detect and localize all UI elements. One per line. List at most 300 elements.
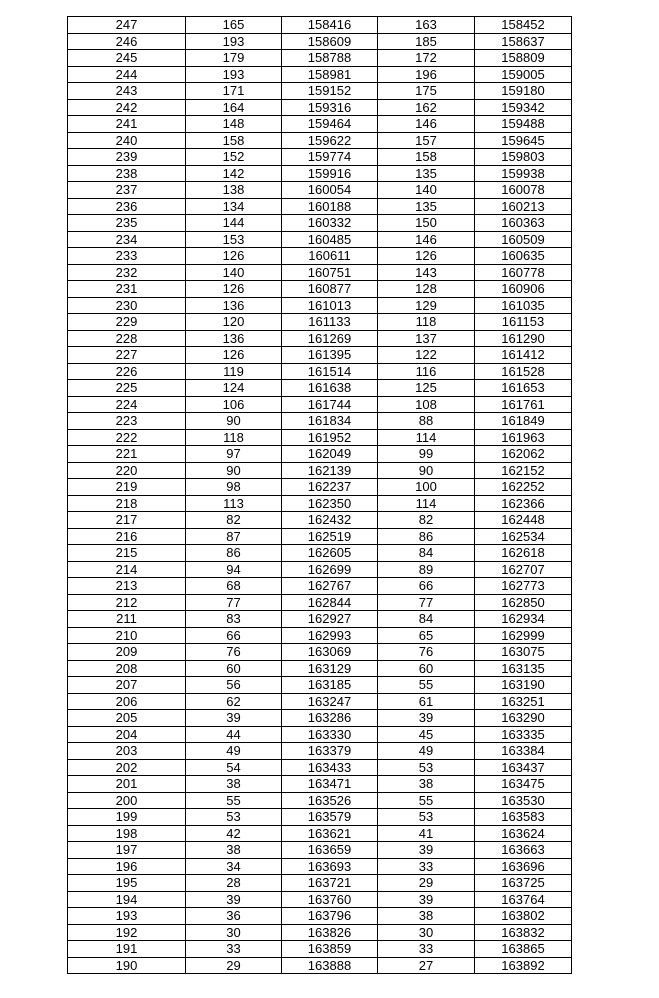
cumulative-b-cell: 161290 xyxy=(475,330,572,347)
count-a-cell: 164 xyxy=(186,99,282,116)
score-cell: 216 xyxy=(68,528,186,545)
cumulative-b-cell: 163335 xyxy=(475,726,572,743)
cumulative-a-cell: 163129 xyxy=(282,660,378,677)
cumulative-b-cell: 162934 xyxy=(475,611,572,628)
score-cell: 195 xyxy=(68,875,186,892)
table-row xyxy=(68,33,572,50)
count-a-cell: 98 xyxy=(186,479,282,496)
cumulative-a-cell: 161638 xyxy=(282,380,378,397)
cumulative-a-cell: 158788 xyxy=(282,50,378,67)
table-row xyxy=(68,132,572,149)
score-cell: 210 xyxy=(68,627,186,644)
cumulative-a-cell: 161952 xyxy=(282,429,378,446)
count-b-cell: 60 xyxy=(378,660,475,677)
score-cell: 226 xyxy=(68,363,186,380)
cumulative-b-cell: 163075 xyxy=(475,644,572,661)
count-a-cell: 77 xyxy=(186,594,282,611)
cumulative-a-cell: 162844 xyxy=(282,594,378,611)
table-row xyxy=(68,231,572,248)
count-a-cell: 82 xyxy=(186,512,282,529)
score-cell: 194 xyxy=(68,891,186,908)
cumulative-a-cell: 161744 xyxy=(282,396,378,413)
count-b-cell: 84 xyxy=(378,611,475,628)
count-a-cell: 134 xyxy=(186,198,282,215)
cumulative-b-cell: 161412 xyxy=(475,347,572,364)
cumulative-b-cell: 162773 xyxy=(475,578,572,595)
count-b-cell: 33 xyxy=(378,858,475,875)
cumulative-b-cell: 160213 xyxy=(475,198,572,215)
score-table xyxy=(67,16,572,974)
table-row xyxy=(68,396,572,413)
table-row xyxy=(68,776,572,793)
count-b-cell: 129 xyxy=(378,297,475,314)
cumulative-b-cell: 163135 xyxy=(475,660,572,677)
count-b-cell: 53 xyxy=(378,809,475,826)
cumulative-b-cell: 163251 xyxy=(475,693,572,710)
count-b-cell: 126 xyxy=(378,248,475,265)
cumulative-a-cell: 162605 xyxy=(282,545,378,562)
count-a-cell: 76 xyxy=(186,644,282,661)
cumulative-a-cell: 162049 xyxy=(282,446,378,463)
cumulative-b-cell: 161653 xyxy=(475,380,572,397)
cumulative-b-cell: 160509 xyxy=(475,231,572,248)
cumulative-a-cell: 160877 xyxy=(282,281,378,298)
cumulative-b-cell: 158637 xyxy=(475,33,572,50)
count-a-cell: 126 xyxy=(186,281,282,298)
cumulative-b-cell: 159938 xyxy=(475,165,572,182)
count-b-cell: 29 xyxy=(378,875,475,892)
score-cell: 204 xyxy=(68,726,186,743)
cumulative-b-cell: 162850 xyxy=(475,594,572,611)
count-a-cell: 42 xyxy=(186,825,282,842)
count-b-cell: 65 xyxy=(378,627,475,644)
score-cell: 222 xyxy=(68,429,186,446)
cumulative-a-cell: 159152 xyxy=(282,83,378,100)
cumulative-b-cell: 163437 xyxy=(475,759,572,776)
cumulative-b-cell: 159803 xyxy=(475,149,572,166)
count-b-cell: 39 xyxy=(378,842,475,859)
count-a-cell: 30 xyxy=(186,924,282,941)
count-b-cell: 55 xyxy=(378,677,475,694)
count-a-cell: 55 xyxy=(186,792,282,809)
cumulative-a-cell: 163859 xyxy=(282,941,378,958)
cumulative-a-cell: 161269 xyxy=(282,330,378,347)
score-table-body xyxy=(68,17,572,974)
cumulative-b-cell: 161849 xyxy=(475,413,572,430)
count-a-cell: 62 xyxy=(186,693,282,710)
count-a-cell: 83 xyxy=(186,611,282,628)
cumulative-a-cell: 160485 xyxy=(282,231,378,248)
score-cell: 198 xyxy=(68,825,186,842)
cumulative-b-cell: 162252 xyxy=(475,479,572,496)
table-row xyxy=(68,792,572,809)
table-row xyxy=(68,281,572,298)
score-cell: 233 xyxy=(68,248,186,265)
count-a-cell: 113 xyxy=(186,495,282,512)
count-b-cell: 77 xyxy=(378,594,475,611)
table-row xyxy=(68,677,572,694)
count-a-cell: 120 xyxy=(186,314,282,331)
score-cell: 221 xyxy=(68,446,186,463)
score-cell: 209 xyxy=(68,644,186,661)
cumulative-b-cell: 162366 xyxy=(475,495,572,512)
count-b-cell: 90 xyxy=(378,462,475,479)
count-b-cell: 185 xyxy=(378,33,475,50)
score-cell: 212 xyxy=(68,594,186,611)
score-cell: 203 xyxy=(68,743,186,760)
table-row xyxy=(68,330,572,347)
cumulative-b-cell: 160906 xyxy=(475,281,572,298)
count-a-cell: 136 xyxy=(186,297,282,314)
count-a-cell: 193 xyxy=(186,66,282,83)
cumulative-a-cell: 158416 xyxy=(282,17,378,34)
cumulative-a-cell: 161395 xyxy=(282,347,378,364)
count-b-cell: 116 xyxy=(378,363,475,380)
count-a-cell: 140 xyxy=(186,264,282,281)
cumulative-a-cell: 158609 xyxy=(282,33,378,50)
score-cell: 215 xyxy=(68,545,186,562)
cumulative-a-cell: 160054 xyxy=(282,182,378,199)
cumulative-b-cell: 161963 xyxy=(475,429,572,446)
cumulative-b-cell: 160363 xyxy=(475,215,572,232)
count-b-cell: 122 xyxy=(378,347,475,364)
score-cell: 231 xyxy=(68,281,186,298)
count-b-cell: 61 xyxy=(378,693,475,710)
table-row xyxy=(68,446,572,463)
count-a-cell: 90 xyxy=(186,413,282,430)
cumulative-b-cell: 162618 xyxy=(475,545,572,562)
table-row xyxy=(68,182,572,199)
cumulative-b-cell: 163624 xyxy=(475,825,572,842)
cumulative-a-cell: 162699 xyxy=(282,561,378,578)
count-a-cell: 94 xyxy=(186,561,282,578)
table-row xyxy=(68,116,572,133)
table-row xyxy=(68,611,572,628)
table-row xyxy=(68,198,572,215)
cumulative-a-cell: 160188 xyxy=(282,198,378,215)
cumulative-b-cell: 158809 xyxy=(475,50,572,67)
cumulative-b-cell: 163583 xyxy=(475,809,572,826)
table-row xyxy=(68,710,572,727)
table-row xyxy=(68,594,572,611)
cumulative-a-cell: 163826 xyxy=(282,924,378,941)
count-a-cell: 106 xyxy=(186,396,282,413)
count-b-cell: 140 xyxy=(378,182,475,199)
count-b-cell: 163 xyxy=(378,17,475,34)
cumulative-a-cell: 163526 xyxy=(282,792,378,809)
count-a-cell: 34 xyxy=(186,858,282,875)
count-a-cell: 179 xyxy=(186,50,282,67)
score-cell: 213 xyxy=(68,578,186,595)
cumulative-b-cell: 163530 xyxy=(475,792,572,809)
cumulative-b-cell: 163290 xyxy=(475,710,572,727)
table-row xyxy=(68,165,572,182)
cumulative-a-cell: 163247 xyxy=(282,693,378,710)
count-b-cell: 86 xyxy=(378,528,475,545)
cumulative-a-cell: 163579 xyxy=(282,809,378,826)
count-b-cell: 33 xyxy=(378,941,475,958)
score-cell: 236 xyxy=(68,198,186,215)
cumulative-a-cell: 163621 xyxy=(282,825,378,842)
cumulative-b-cell: 163696 xyxy=(475,858,572,875)
count-b-cell: 53 xyxy=(378,759,475,776)
table-row xyxy=(68,413,572,430)
count-b-cell: 89 xyxy=(378,561,475,578)
cumulative-a-cell: 159316 xyxy=(282,99,378,116)
count-b-cell: 150 xyxy=(378,215,475,232)
cumulative-a-cell: 163379 xyxy=(282,743,378,760)
cumulative-a-cell: 163330 xyxy=(282,726,378,743)
count-b-cell: 55 xyxy=(378,792,475,809)
table-row xyxy=(68,743,572,760)
count-b-cell: 114 xyxy=(378,495,475,512)
count-a-cell: 90 xyxy=(186,462,282,479)
count-b-cell: 135 xyxy=(378,165,475,182)
table-row xyxy=(68,462,572,479)
count-a-cell: 53 xyxy=(186,809,282,826)
table-row xyxy=(68,528,572,545)
count-a-cell: 39 xyxy=(186,710,282,727)
table-row xyxy=(68,759,572,776)
score-cell: 206 xyxy=(68,693,186,710)
score-cell: 197 xyxy=(68,842,186,859)
score-cell: 246 xyxy=(68,33,186,50)
score-cell: 205 xyxy=(68,710,186,727)
cumulative-a-cell: 160332 xyxy=(282,215,378,232)
cumulative-a-cell: 163760 xyxy=(282,891,378,908)
score-cell: 243 xyxy=(68,83,186,100)
table-row xyxy=(68,578,572,595)
cumulative-a-cell: 163286 xyxy=(282,710,378,727)
score-cell: 192 xyxy=(68,924,186,941)
score-cell: 224 xyxy=(68,396,186,413)
cumulative-a-cell: 161514 xyxy=(282,363,378,380)
cumulative-b-cell: 162062 xyxy=(475,446,572,463)
cumulative-a-cell: 159622 xyxy=(282,132,378,149)
table-row xyxy=(68,693,572,710)
cumulative-b-cell: 158452 xyxy=(475,17,572,34)
score-cell: 238 xyxy=(68,165,186,182)
cumulative-b-cell: 163892 xyxy=(475,957,572,974)
table-row xyxy=(68,380,572,397)
cumulative-a-cell: 161133 xyxy=(282,314,378,331)
cumulative-b-cell: 162152 xyxy=(475,462,572,479)
table-row xyxy=(68,858,572,875)
count-a-cell: 49 xyxy=(186,743,282,760)
cumulative-b-cell: 162534 xyxy=(475,528,572,545)
cumulative-a-cell: 158981 xyxy=(282,66,378,83)
table-row xyxy=(68,149,572,166)
score-cell: 190 xyxy=(68,957,186,974)
table-row xyxy=(68,825,572,842)
score-cell: 247 xyxy=(68,17,186,34)
score-cell: 235 xyxy=(68,215,186,232)
cumulative-a-cell: 161834 xyxy=(282,413,378,430)
count-b-cell: 143 xyxy=(378,264,475,281)
cumulative-b-cell: 163865 xyxy=(475,941,572,958)
table-row xyxy=(68,248,572,265)
cumulative-a-cell: 162767 xyxy=(282,578,378,595)
score-cell: 223 xyxy=(68,413,186,430)
cumulative-b-cell: 163802 xyxy=(475,908,572,925)
table-row xyxy=(68,875,572,892)
count-b-cell: 125 xyxy=(378,380,475,397)
count-b-cell: 114 xyxy=(378,429,475,446)
count-a-cell: 29 xyxy=(186,957,282,974)
table-row xyxy=(68,809,572,826)
count-a-cell: 193 xyxy=(186,33,282,50)
count-a-cell: 144 xyxy=(186,215,282,232)
cumulative-b-cell: 161528 xyxy=(475,363,572,380)
count-b-cell: 172 xyxy=(378,50,475,67)
count-b-cell: 88 xyxy=(378,413,475,430)
count-b-cell: 99 xyxy=(378,446,475,463)
table-row xyxy=(68,726,572,743)
cumulative-b-cell: 162448 xyxy=(475,512,572,529)
table-row xyxy=(68,83,572,100)
cumulative-a-cell: 161013 xyxy=(282,297,378,314)
count-b-cell: 45 xyxy=(378,726,475,743)
count-b-cell: 100 xyxy=(378,479,475,496)
cumulative-b-cell: 160635 xyxy=(475,248,572,265)
table-row xyxy=(68,363,572,380)
table-row xyxy=(68,545,572,562)
cumulative-b-cell: 159645 xyxy=(475,132,572,149)
cumulative-a-cell: 162139 xyxy=(282,462,378,479)
cumulative-b-cell: 163663 xyxy=(475,842,572,859)
cumulative-b-cell: 161035 xyxy=(475,297,572,314)
cumulative-a-cell: 162350 xyxy=(282,495,378,512)
cumulative-b-cell: 159005 xyxy=(475,66,572,83)
count-a-cell: 119 xyxy=(186,363,282,380)
score-cell: 229 xyxy=(68,314,186,331)
count-b-cell: 84 xyxy=(378,545,475,562)
cumulative-b-cell: 163832 xyxy=(475,924,572,941)
score-cell: 220 xyxy=(68,462,186,479)
count-b-cell: 38 xyxy=(378,776,475,793)
score-cell: 211 xyxy=(68,611,186,628)
count-b-cell: 108 xyxy=(378,396,475,413)
count-b-cell: 82 xyxy=(378,512,475,529)
count-a-cell: 118 xyxy=(186,429,282,446)
cumulative-a-cell: 163693 xyxy=(282,858,378,875)
score-cell: 207 xyxy=(68,677,186,694)
count-a-cell: 86 xyxy=(186,545,282,562)
count-a-cell: 171 xyxy=(186,83,282,100)
table-row xyxy=(68,314,572,331)
cumulative-a-cell: 163721 xyxy=(282,875,378,892)
score-cell: 245 xyxy=(68,50,186,67)
table-row xyxy=(68,429,572,446)
table-row xyxy=(68,561,572,578)
cumulative-a-cell: 160751 xyxy=(282,264,378,281)
cumulative-a-cell: 162993 xyxy=(282,627,378,644)
table-row xyxy=(68,264,572,281)
count-b-cell: 76 xyxy=(378,644,475,661)
count-b-cell: 66 xyxy=(378,578,475,595)
count-b-cell: 137 xyxy=(378,330,475,347)
score-table-sheet xyxy=(67,16,571,974)
count-a-cell: 54 xyxy=(186,759,282,776)
count-a-cell: 68 xyxy=(186,578,282,595)
cumulative-a-cell: 160611 xyxy=(282,248,378,265)
cumulative-a-cell: 163659 xyxy=(282,842,378,859)
cumulative-b-cell: 163475 xyxy=(475,776,572,793)
count-a-cell: 66 xyxy=(186,627,282,644)
score-cell: 240 xyxy=(68,132,186,149)
table-row xyxy=(68,842,572,859)
cumulative-b-cell: 163764 xyxy=(475,891,572,908)
score-cell: 219 xyxy=(68,479,186,496)
score-cell: 208 xyxy=(68,660,186,677)
count-a-cell: 36 xyxy=(186,908,282,925)
cumulative-b-cell: 163725 xyxy=(475,875,572,892)
table-row xyxy=(68,660,572,677)
cumulative-a-cell: 162237 xyxy=(282,479,378,496)
cumulative-a-cell: 162927 xyxy=(282,611,378,628)
table-row xyxy=(68,924,572,941)
score-cell: 237 xyxy=(68,182,186,199)
cumulative-a-cell: 162432 xyxy=(282,512,378,529)
table-row xyxy=(68,99,572,116)
score-cell: 228 xyxy=(68,330,186,347)
table-row xyxy=(68,66,572,83)
cumulative-a-cell: 159464 xyxy=(282,116,378,133)
table-row xyxy=(68,908,572,925)
count-a-cell: 142 xyxy=(186,165,282,182)
table-row xyxy=(68,891,572,908)
count-b-cell: 175 xyxy=(378,83,475,100)
table-row xyxy=(68,957,572,974)
score-cell: 202 xyxy=(68,759,186,776)
cumulative-b-cell: 161153 xyxy=(475,314,572,331)
count-a-cell: 33 xyxy=(186,941,282,958)
score-cell: 234 xyxy=(68,231,186,248)
count-a-cell: 138 xyxy=(186,182,282,199)
cumulative-a-cell: 159916 xyxy=(282,165,378,182)
count-b-cell: 128 xyxy=(378,281,475,298)
table-row xyxy=(68,50,572,67)
count-a-cell: 152 xyxy=(186,149,282,166)
table-row xyxy=(68,17,572,34)
score-cell: 201 xyxy=(68,776,186,793)
count-b-cell: 196 xyxy=(378,66,475,83)
cumulative-a-cell: 163433 xyxy=(282,759,378,776)
count-a-cell: 126 xyxy=(186,248,282,265)
count-b-cell: 39 xyxy=(378,891,475,908)
score-cell: 230 xyxy=(68,297,186,314)
count-a-cell: 126 xyxy=(186,347,282,364)
count-a-cell: 44 xyxy=(186,726,282,743)
count-b-cell: 118 xyxy=(378,314,475,331)
cumulative-b-cell: 159488 xyxy=(475,116,572,133)
score-cell: 225 xyxy=(68,380,186,397)
table-row xyxy=(68,644,572,661)
count-a-cell: 148 xyxy=(186,116,282,133)
count-b-cell: 38 xyxy=(378,908,475,925)
count-b-cell: 30 xyxy=(378,924,475,941)
table-row xyxy=(68,627,572,644)
score-cell: 193 xyxy=(68,908,186,925)
cumulative-a-cell: 163185 xyxy=(282,677,378,694)
table-row xyxy=(68,297,572,314)
table-row xyxy=(68,215,572,232)
count-b-cell: 146 xyxy=(378,116,475,133)
table-row xyxy=(68,479,572,496)
score-cell: 217 xyxy=(68,512,186,529)
score-cell: 200 xyxy=(68,792,186,809)
score-cell: 218 xyxy=(68,495,186,512)
